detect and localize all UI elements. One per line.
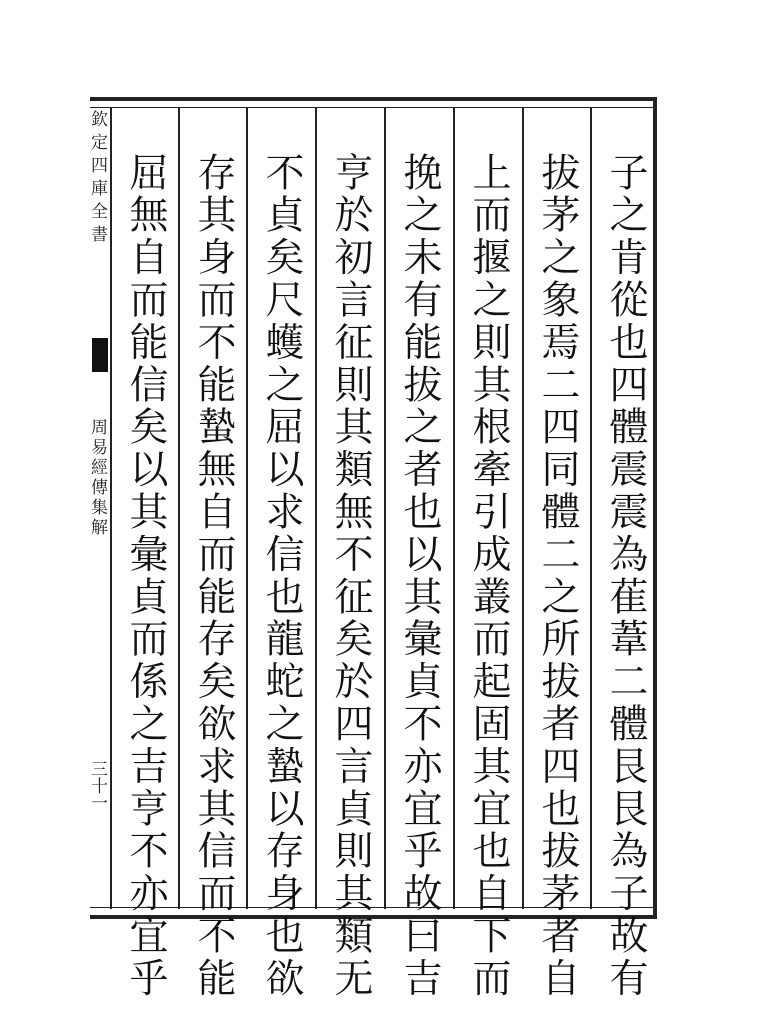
text-column-5: 亨於初言征則其類無不征矣於四言貞則其類无 <box>328 152 373 1000</box>
column-rule <box>453 107 455 909</box>
column-rule <box>315 107 317 909</box>
margin-title: 欽定四庫全書 <box>87 110 107 248</box>
text-column-3: 上而揠之則其根牽引成叢而起固其宜也自下而 <box>466 152 511 1000</box>
top-border-inner <box>90 107 657 108</box>
text-column-8: 屈無自而能信矣以其彙貞而係之吉亨不亦宜乎 <box>123 152 168 1000</box>
column-rule <box>522 107 524 909</box>
column-rule <box>384 107 386 909</box>
text-column-2: 拔茅之象焉二四同體二之所拔者四也拔茅者自 <box>535 152 580 1000</box>
text-column-1: 子之肯從也四體震震為萑葦二體艮艮為子故有 <box>603 152 648 1000</box>
right-border <box>653 97 657 919</box>
column-rule <box>110 107 112 909</box>
text-column-6: 不貞矣尺蠖之屈以求信也龍蛇之蟄以存身也欲 <box>259 152 304 1000</box>
column-rule <box>178 107 180 909</box>
text-column-4: 挽之未有能拔之者也以其彙貞不亦宜乎故曰吉 <box>397 152 442 1000</box>
column-rule <box>246 107 248 909</box>
text-column-7: 存其身而不能蟄無自而能存矣欲求其信而不能 <box>191 152 236 1000</box>
book-title: 周易經傳集解 <box>87 418 107 538</box>
column-rule <box>590 107 592 909</box>
page-number: 三十一 <box>87 760 107 811</box>
fishtail-mark <box>92 338 108 372</box>
top-border-outer <box>90 97 657 101</box>
